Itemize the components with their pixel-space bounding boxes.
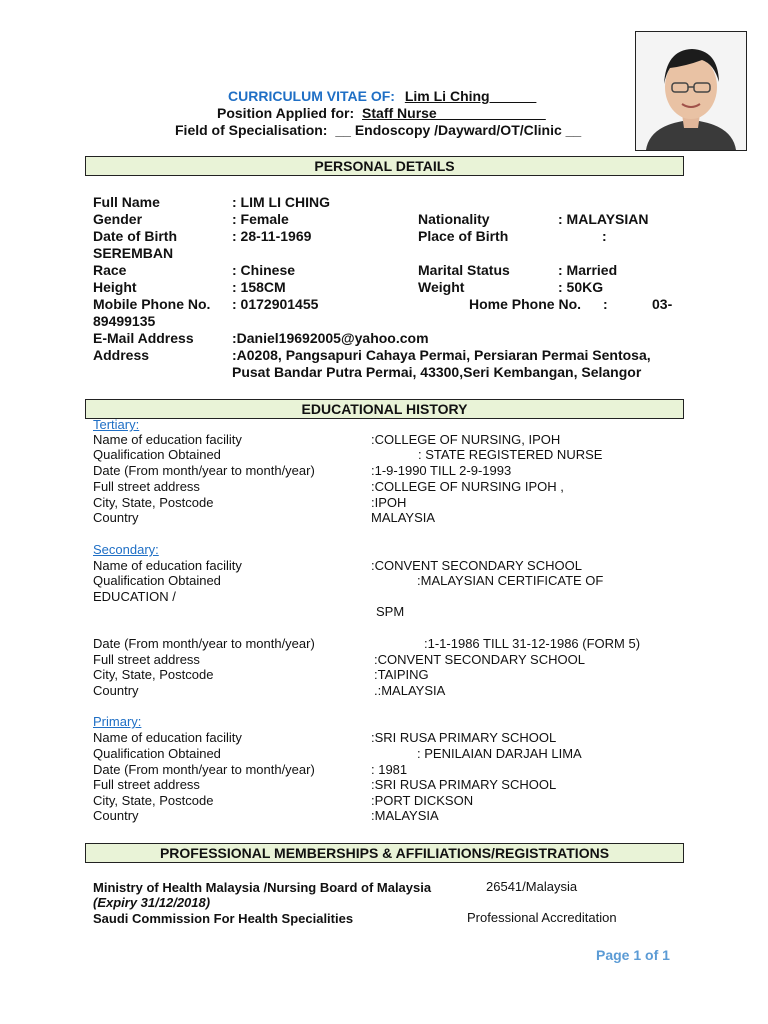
primary-country-label: Country — [93, 808, 139, 823]
secondary-street-label: Full street address — [93, 652, 200, 667]
pob-value: SEREMBAN — [93, 245, 174, 261]
home-phone-colon: : — [603, 296, 608, 312]
marital-label: Marital Status — [418, 262, 510, 278]
home-phone-value-part1: 03- — [652, 296, 673, 312]
secondary-city-value: :TAIPING — [374, 667, 429, 682]
secondary-city-label: City, State, Postcode — [93, 667, 214, 682]
tertiary-street-label: Full street address — [93, 479, 200, 494]
tertiary-country-label: Country — [93, 510, 139, 525]
section-educational-history: EDUCATIONAL HISTORY — [85, 399, 684, 419]
field-specialisation — [175, 122, 581, 138]
saudi-value: Professional Accreditation — [467, 910, 617, 925]
primary-city-label: City, State, Postcode — [93, 793, 214, 808]
tertiary-qual-label: Qualification Obtained — [93, 447, 221, 462]
primary-street-value: :SRI RUSA PRIMARY SCHOOL — [371, 777, 557, 792]
tertiary-heading: Tertiary: — [93, 417, 140, 432]
tertiary-date-label: Date (From month/year to month/year) — [93, 463, 315, 478]
secondary-country-label: Country — [93, 683, 139, 698]
email-value: :Daniel19692005@yahoo.com — [232, 330, 429, 346]
primary-qual-label: Qualification Obtained — [93, 746, 221, 761]
secondary-qual-value-cont: EDUCATION / — [93, 589, 176, 604]
secondary-street-value: :CONVENT SECONDARY SCHOOL — [374, 652, 585, 667]
position-value: Staff Nurse______________ — [362, 105, 546, 121]
field-label: Field of Specialisation: — [175, 122, 328, 138]
marital-value: : Married — [558, 262, 618, 278]
mobile-label: Mobile Phone No. — [93, 296, 211, 312]
tertiary-city-value: :IPOH — [371, 495, 407, 510]
page-number: Page 1 of 1 — [596, 947, 670, 963]
email-label: E-Mail Address — [93, 330, 194, 346]
home-phone-value-part2: 89499135 — [93, 313, 156, 329]
race-label: Race — [93, 262, 127, 278]
secondary-qual-value: :MALAYSIAN CERTIFICATE OF — [417, 573, 604, 588]
position-applied — [217, 105, 546, 121]
height-value: : 158CM — [232, 279, 286, 295]
primary-country-value: :MALAYSIA — [371, 808, 439, 823]
tertiary-facility-label: Name of education facility — [93, 432, 242, 447]
gender-label: Gender — [93, 211, 143, 227]
tertiary-date-value: :1-9-1990 TILL 2-9-1993 — [371, 463, 512, 478]
secondary-date-label: Date (From month/year to month/year) — [93, 636, 315, 651]
primary-street-label: Full street address — [93, 777, 200, 792]
nationality-label: Nationality — [418, 211, 490, 227]
tertiary-qual-value: : STATE REGISTERED NURSE — [418, 447, 603, 462]
gender-value: : Female — [232, 211, 289, 227]
primary-qual-value: : PENILAIAN DARJAH LIMA — [417, 746, 582, 761]
full-name-value: : LIM LI CHING — [232, 194, 330, 210]
secondary-qual-value-cont2: SPM — [376, 604, 405, 619]
secondary-qual-label: Qualification Obtained — [93, 573, 221, 588]
weight-label: Weight — [418, 279, 465, 295]
secondary-date-value: :1-1-1986 TILL 31-12-1986 (FORM 5) — [424, 636, 641, 651]
primary-facility-value: :SRI RUSA PRIMARY SCHOOL — [371, 730, 557, 745]
section-professional-memberships: PROFESSIONAL MEMBERSHIPS & AFFILIATIONS/REGISTRATIONS — [85, 843, 684, 863]
dob-value: : 28-11-1969 — [232, 228, 312, 244]
nationality-value: : MALAYSIAN — [558, 211, 649, 227]
dob-label: Date of Birth — [93, 228, 177, 244]
pob-colon: : — [602, 228, 607, 244]
secondary-facility-label: Name of education facility — [93, 558, 242, 573]
pob-label: Place of Birth — [418, 228, 509, 244]
height-label: Height — [93, 279, 137, 295]
full-name-label: Full Name — [93, 194, 160, 210]
tertiary-street-value: :COLLEGE OF NURSING IPOH , — [371, 479, 564, 494]
tertiary-facility-value: :COLLEGE OF NURSING, IPOH — [371, 432, 561, 447]
saudi-label: Saudi Commission For Health Specialities — [93, 911, 354, 926]
mobile-value: : 0172901455 — [232, 296, 319, 312]
cv-title-name: Lim Li Ching______ — [404, 88, 537, 104]
cv-title-label: CURRICULUM VITAE OF: — [228, 88, 395, 104]
primary-date-label: Date (From month/year to month/year) — [93, 762, 315, 777]
weight-value: : 50KG — [558, 279, 604, 295]
address-label: Address — [93, 347, 150, 363]
tertiary-city-label: City, State, Postcode — [93, 495, 214, 510]
cv-title — [228, 88, 536, 104]
moh-value: 26541/Malaysia — [486, 879, 578, 894]
moh-expiry: (Expiry 31/12/2018) — [93, 895, 211, 910]
moh-label: Ministry of Health Malaysia /Nursing Board of Malaysia — [93, 880, 432, 895]
section-personal-details: PERSONAL DETAILS — [85, 156, 684, 176]
secondary-facility-value: :CONVENT SECONDARY SCHOOL — [371, 558, 582, 573]
secondary-country-value: .:MALAYSIA — [374, 683, 446, 698]
home-phone-label: Home Phone No. — [469, 296, 582, 312]
tertiary-country-value: MALAYSIA — [371, 510, 436, 525]
address-line-2: Pusat Bandar Putra Permai, 43300,Seri Kembangan, Selangor — [232, 364, 642, 380]
primary-facility-label: Name of education facility — [93, 730, 242, 745]
address-line-1: :A0208, Pangsapuri Cahaya Permai, Persiaran Permai Sentosa, — [232, 347, 651, 363]
profile-photo — [635, 31, 747, 151]
secondary-heading: Secondary: — [93, 542, 159, 557]
field-value: __ Endoscopy /Dayward/OT/Clinic __ — [335, 122, 582, 138]
profile-photo-image — [636, 32, 746, 150]
position-label: Position Applied for: — [217, 105, 355, 121]
primary-city-value: :PORT DICKSON — [371, 793, 474, 808]
race-value: : Chinese — [232, 262, 296, 278]
primary-date-value: : 1981 — [371, 762, 408, 777]
primary-heading: Primary: — [93, 714, 142, 729]
